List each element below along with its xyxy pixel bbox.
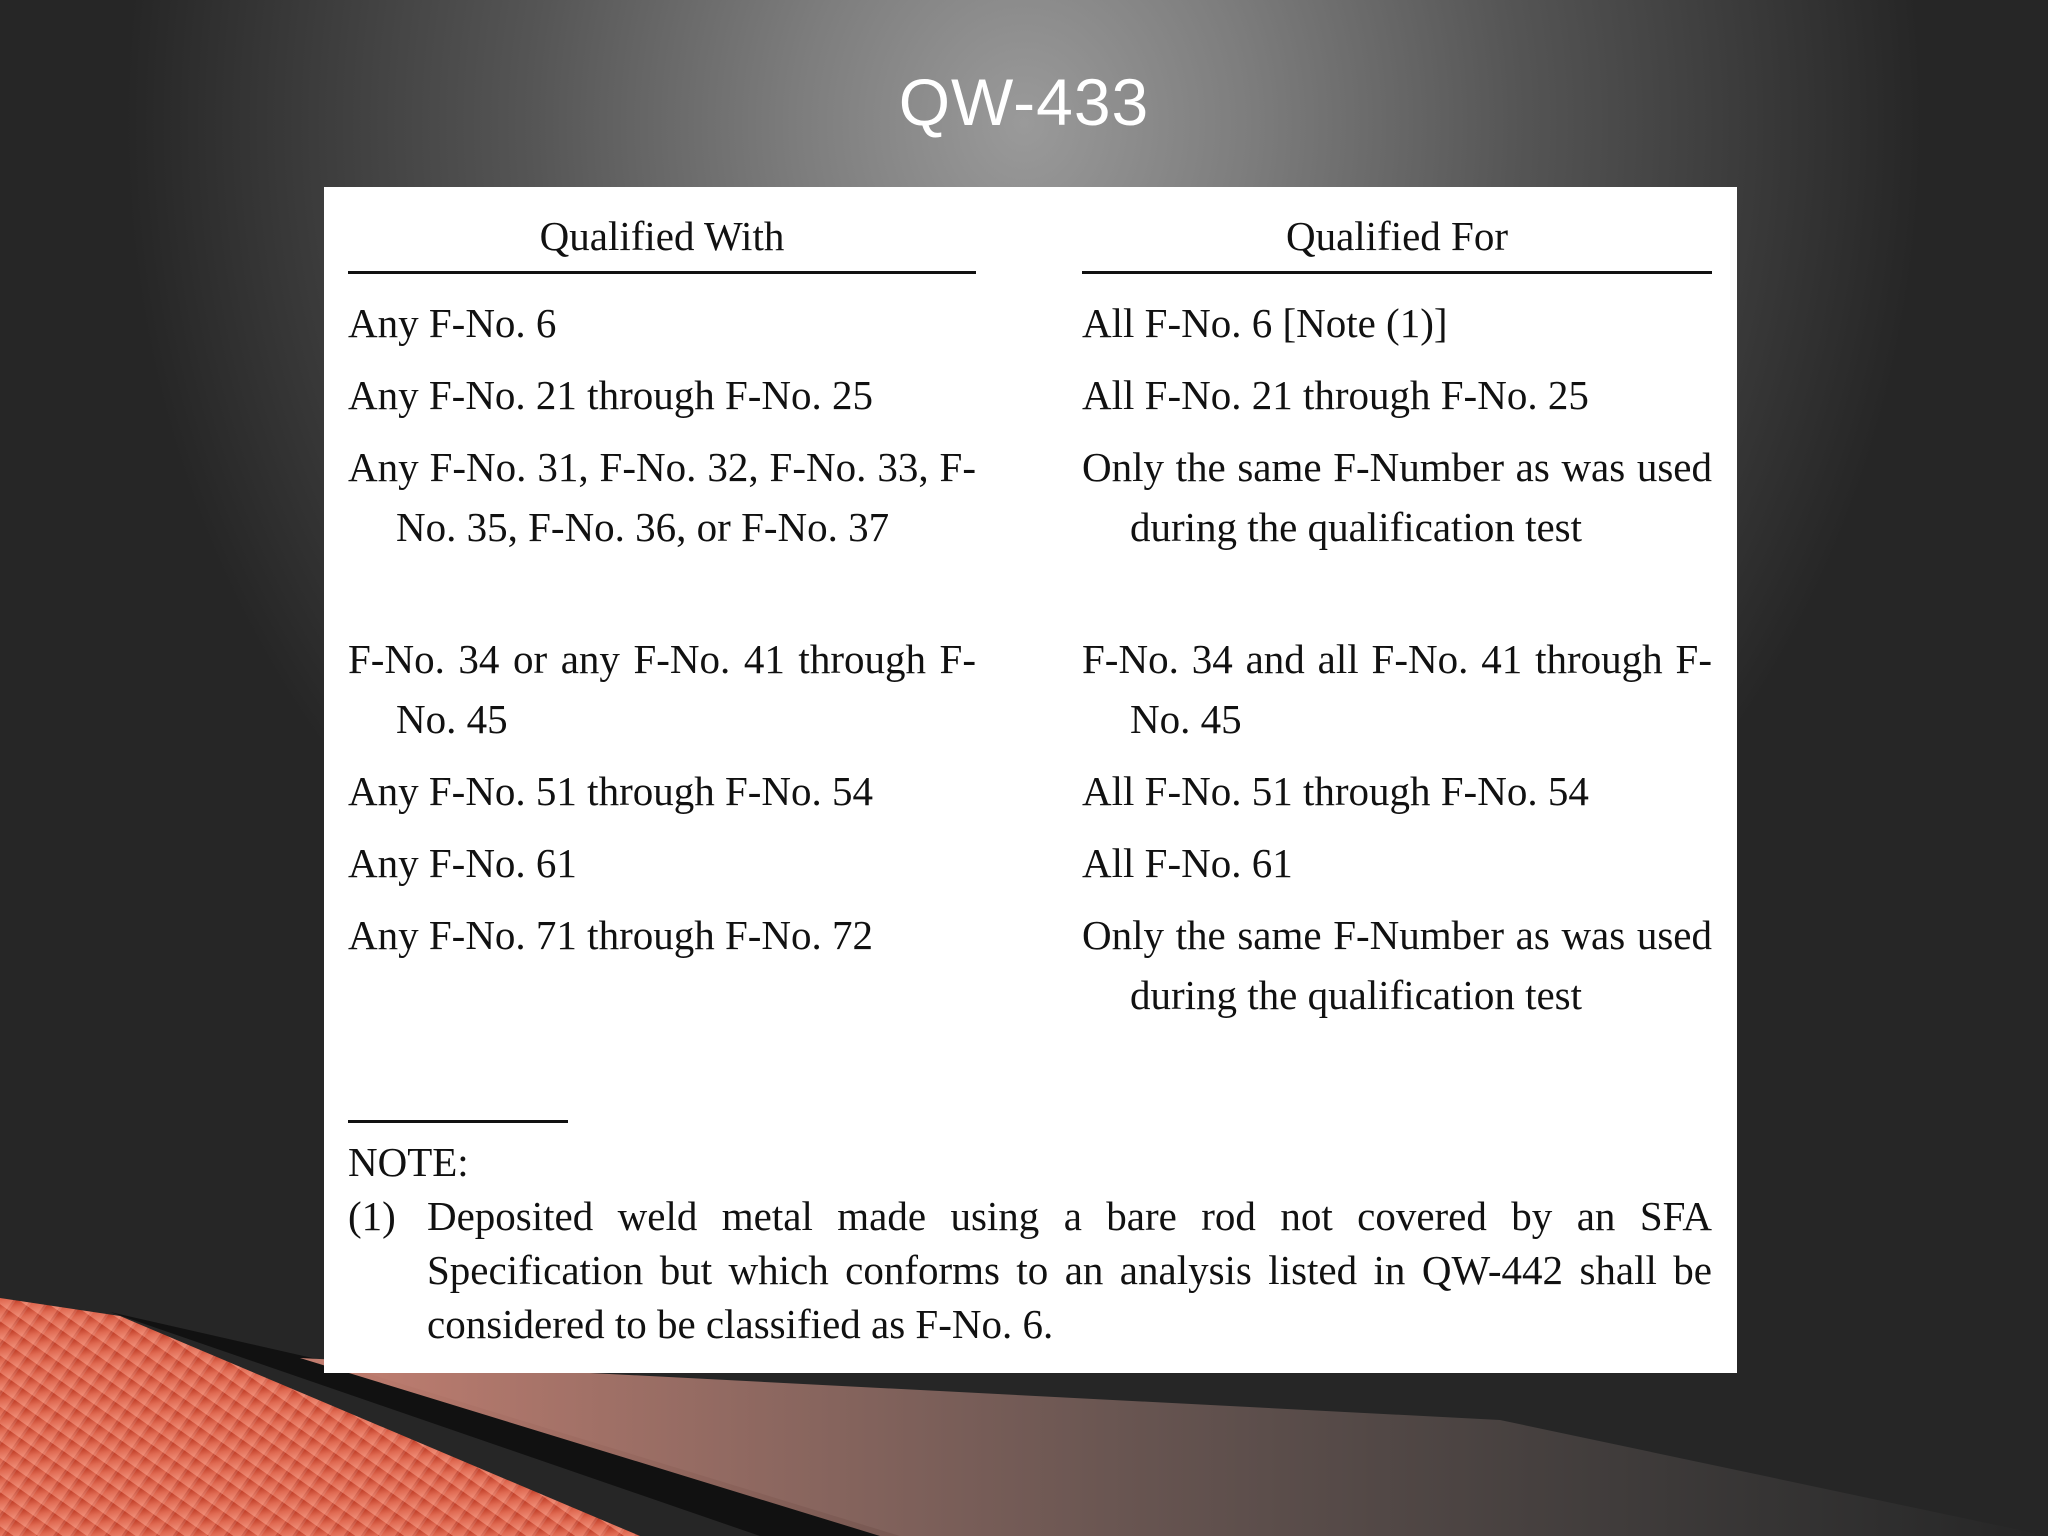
qualified-with-cell: Any F-No. 71 through F-No. 72 [348, 912, 874, 958]
note-number: (1) [348, 1193, 396, 1239]
qualified-with-cell: Any F-No. 61 [348, 840, 577, 886]
qualified-with-cell: F-No. 34 or any F-No. 41 through F-No. 45 [348, 636, 976, 742]
note-divider [348, 1120, 568, 1123]
qualified-for-cell: F-No. 34 and all F-No. 41 through F-No. 45 [1082, 636, 1712, 742]
qualified-for-cell: Only the same F-Number as was used during the qualification test [1082, 912, 1712, 1018]
qualified-with-header: Qualified With [348, 211, 976, 274]
qualified-with-cell: Any F-No. 51 through F-No. 54 [348, 768, 874, 814]
qualified-for-header: Qualified For [1082, 211, 1712, 274]
qualified-for-cell: All F-No. 21 through F-No. 25 [1082, 372, 1589, 418]
qualified-for-cell: Only the same F-Number as was used during the qualification test [1082, 444, 1712, 550]
note-label: NOTE: [348, 1139, 469, 1185]
qualified-with-cell: Any F-No. 31, F-No. 32, F-No. 33, F-No. 35, F-No. 36, or F-No. 37 [348, 444, 976, 550]
note-item [348, 1189, 1712, 1351]
slide-title: QW-433 [898, 65, 1150, 139]
qualified-with-cell: Any F-No. 6 [348, 300, 557, 346]
qualified-with-column [348, 211, 976, 958]
qualified-for-cell: All F-No. 6 [Note (1)] [1082, 300, 1448, 346]
qualified-for-cell: All F-No. 61 [1082, 840, 1293, 886]
qualified-with-cell: Any F-No. 21 through F-No. 25 [348, 372, 874, 418]
qualified-for-cell: All F-No. 51 through F-No. 54 [1082, 768, 1589, 814]
note-text: Deposited weld metal made using a bare rod not covered by an SFA Specification but which conforms to an analysis listed in QW-442 shall be considered to be classified as F-No. 6. [427, 1193, 1712, 1347]
qualified-for-column [1082, 211, 1712, 1018]
document-panel [324, 187, 1737, 1373]
